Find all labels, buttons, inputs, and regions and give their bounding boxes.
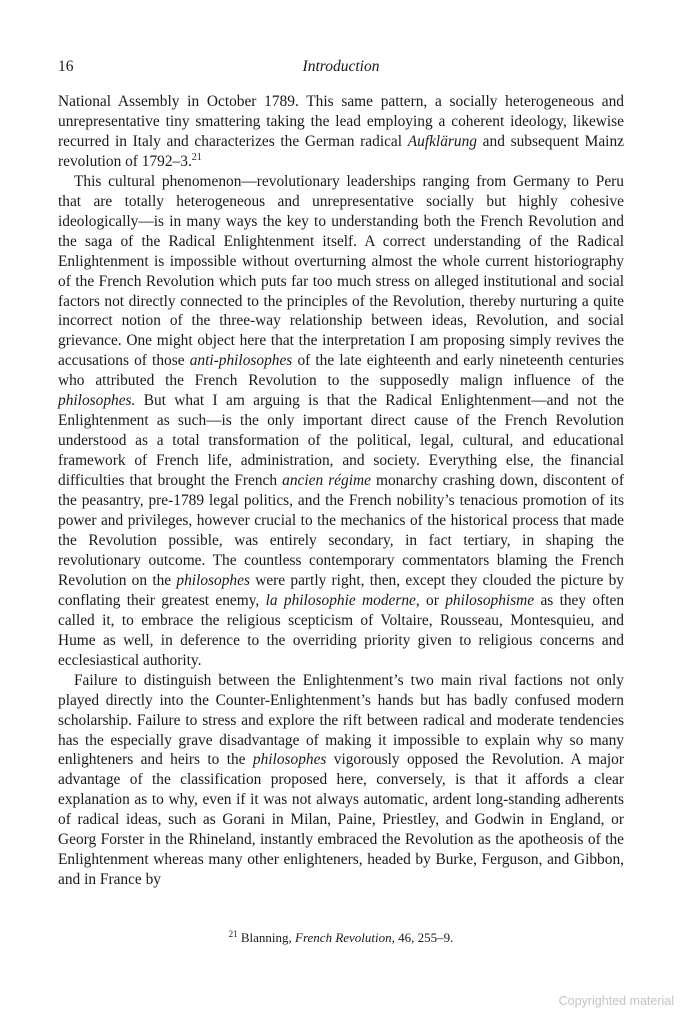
text-run: as they often called it, to embrace the religious scepticism of Voltaire, Rousseau, Montesquieu, and Hume as well, in deference to the overriding priority given to religious concerns and ecclesiastical authority.	[58, 591, 625, 669]
body-text	[58, 92, 624, 890]
copyright-watermark: Copyrighted material	[558, 994, 674, 1008]
italic-text: la philosophie moderne	[265, 591, 416, 609]
italic-text: philosophisme	[445, 591, 535, 609]
running-head: Introduction	[302, 58, 380, 75]
text-run: and subsequent Mainz revolution of 1792–3.	[58, 132, 624, 170]
footnote	[0, 930, 682, 946]
italic-text: anti-philosophes	[189, 352, 293, 370]
text-run: But what I am arguing is that the Radical Enlightenment—and not the Enlightenment as such—is the only important direct cause of the French Revolution understood as a total transformation of the political, legal, cultural, and educational framework of French life, administration, and society. Everything else, the financial difficulties that brought the French	[58, 392, 624, 490]
text-run: monarchy crashing down, discontent of the peasantry, pre-1789 legal politics, and the French nobility’s tenacious promotion of its power and privileges, however crucial to the mechanics of the historical process that made the Revolution possible, was entirely secondary, in fact tertiary, in shaping the revolutionary outcome. The countless contemporary commentators blaming the French Revolution on the	[58, 472, 624, 589]
text-run: , or	[415, 591, 446, 609]
text-run: were partly right, then, except they clouded the picture by conflating their greatest enemy,	[58, 571, 624, 609]
paragraph	[58, 671, 624, 890]
italic-text: philosophes.	[58, 392, 136, 410]
text-run: of the late eighteenth and early nineteenth centuries who attributed the French Revolution to the supposedly malign influence of the	[58, 352, 625, 390]
italic-text: philosophes	[252, 751, 327, 769]
page-header	[58, 58, 624, 80]
italic-text: philosophes	[176, 571, 250, 589]
page-number: 16	[58, 58, 74, 75]
footnote-reference: 21	[191, 151, 202, 163]
footnote-title: French Revolution,	[295, 930, 395, 945]
paragraph	[58, 172, 624, 671]
text-run: Failure to distinguish between the Enlightenment’s two main rival factions not only played directly into the Counter-Enlightenment’s hands but has badly confused modern scholarship. Failure to stress and explore the rift between radical and moderate tendencies has the especially grave disadvantage of making it impossible to explain why so many enlighteners and heirs to the	[58, 671, 624, 769]
footnote-author: Blanning,	[237, 930, 296, 945]
text-run: vigorously opposed the Revolution. A major advantage of the classification proposed here, conversely, is that it affords a clear explanation as to why, even if it was not always automatic, ardent long-standing adherents of radical ideas, such as Gorani in Milan, Paine, Priestley, and Godwin in England, or Georg Forster in the Rhineland, instantly embraced the Revolution as the apotheosis of the Enlightenment whereas many other enlighteners, headed by Burke, Ferguson, and Gibbon, and in France by	[58, 751, 625, 889]
footnote-number: 21	[228, 929, 238, 939]
paragraph	[58, 92, 624, 172]
text-run: National Assembly in October 1789. This same pattern, a socially heterogeneous and unrepresentative tiny smattering taking the lead employing a coherent ideology, likewise recurred in Italy and characterizes the German radical	[58, 93, 624, 150]
italic-text: Aufklärung	[407, 132, 477, 150]
footnote-pages: 46, 255–9.	[394, 930, 454, 945]
text-run: This cultural phenomenon—revolutionary leaderships ranging from Germany to Peru that are totally heterogeneous and unrepresentative socially but highly cohesive ideologically—is in many ways the key to understanding both the French Revolution and the saga of the Radical Enlightenment itself. A correct understanding of the Radical Enlightenment is impossible without overturning almost the whole current historiography of the French Revolution which puts far too much stress on alleged institutional and social factors not directly connected to the principles of the Revolution, thereby nurturing a quite incorrect notion of the three-way relationship between ideas, Revolution, and social grievance. One might object here that the interpretation I am proposing simply revives the accusations of those	[58, 172, 624, 370]
italic-text: ancien régime	[282, 472, 371, 490]
